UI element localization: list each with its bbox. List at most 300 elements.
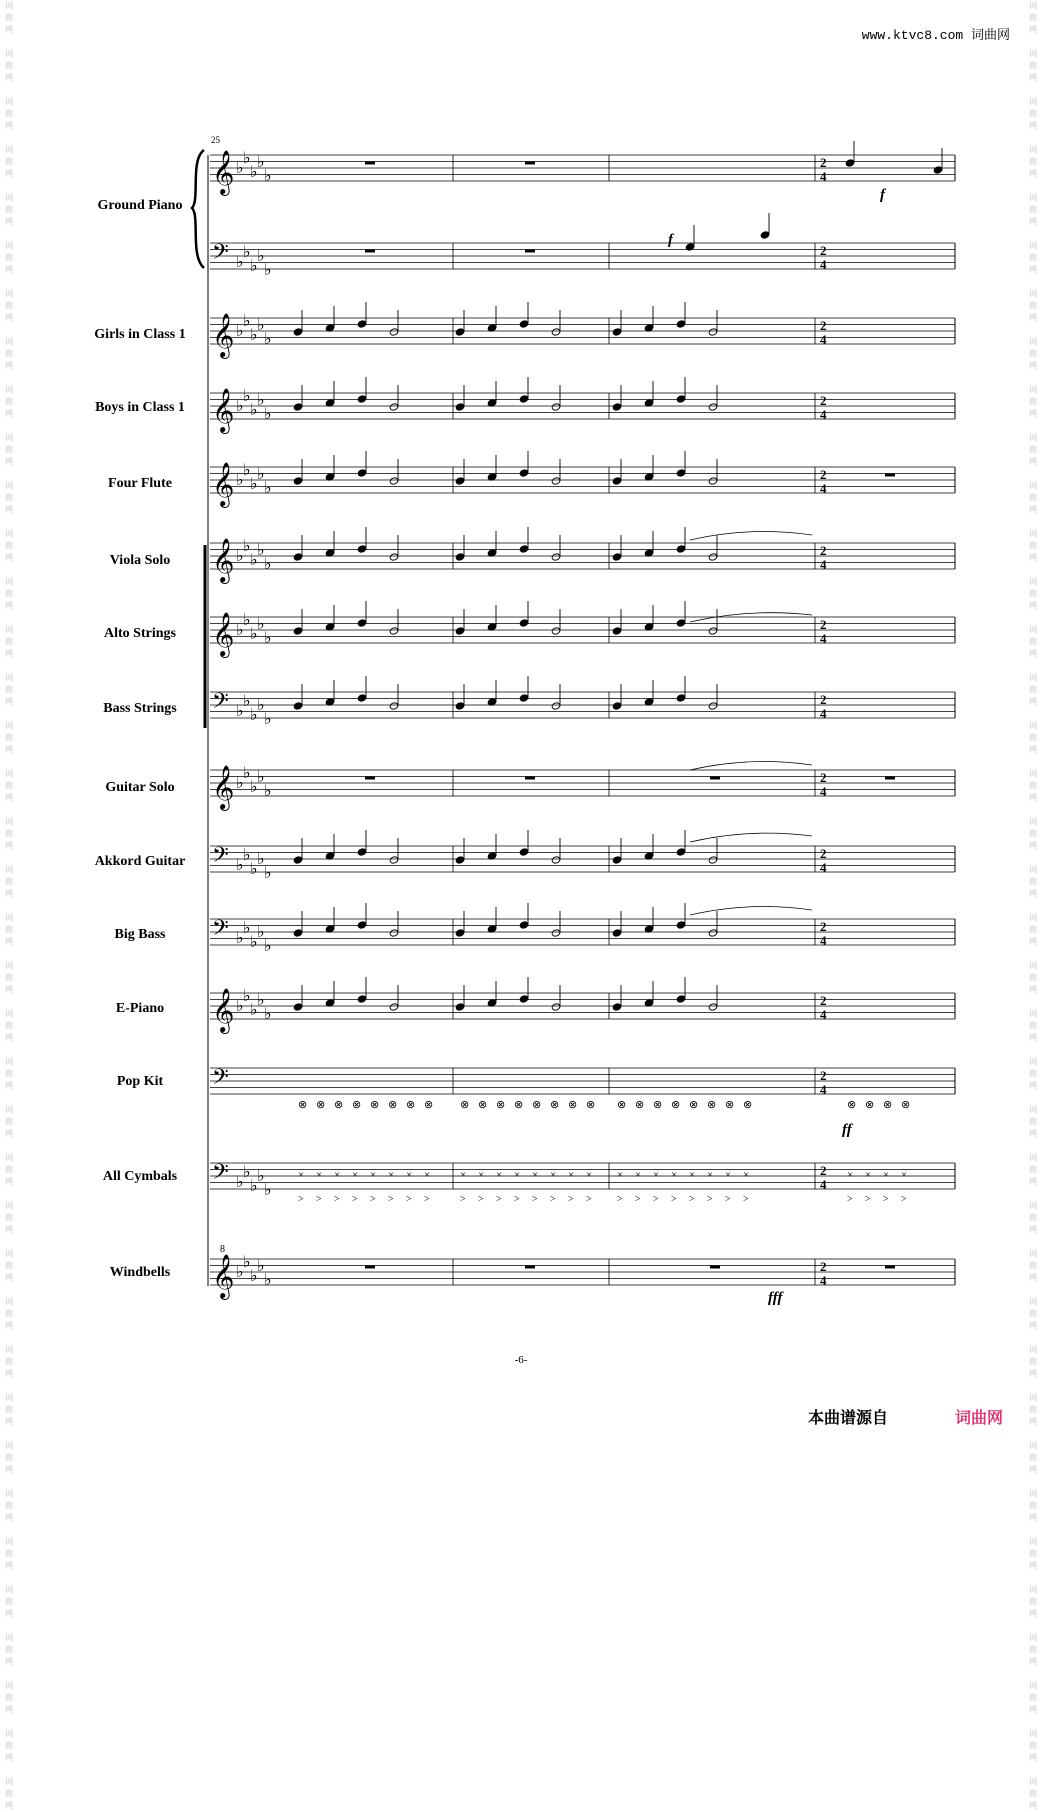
whole-rest (885, 474, 895, 477)
accent-mark: > (671, 1194, 677, 1205)
flat-sign: ♭ (236, 703, 244, 720)
page-number: -6- (514, 1354, 528, 1366)
drum-note: ⊗ (496, 1099, 506, 1111)
flat-sign: ♭ (236, 857, 244, 874)
flat-sign: ♭ (250, 861, 258, 878)
cymbal-note: × (352, 1169, 359, 1181)
time-sig-top: 2 (820, 993, 827, 1008)
note-head (389, 553, 399, 561)
whole-rest (710, 777, 720, 780)
note-head (551, 553, 561, 561)
flat-sign: ♭ (250, 258, 258, 275)
flat-sign: ♭ (236, 548, 244, 565)
flat-sign: ♭ (243, 538, 251, 555)
note-head (676, 545, 686, 553)
note-head (551, 477, 561, 485)
flat-sign: ♭ (264, 630, 272, 647)
accent-mark: > (406, 1194, 412, 1205)
cymbal-note: × (568, 1169, 575, 1181)
dynamic-f: f (668, 232, 673, 248)
accent-mark: > (532, 1194, 538, 1205)
treble-clef: 𝄞 (212, 315, 235, 357)
flat-sign: ♭ (257, 769, 265, 786)
note-head (551, 627, 561, 635)
drum-note: ⊗ (514, 1099, 524, 1111)
note-head (551, 856, 561, 864)
flat-sign: ♭ (250, 552, 258, 569)
treble-clef: 𝄞 (212, 1256, 235, 1298)
note-head (708, 403, 718, 411)
drum-note: ⊗ (370, 1099, 380, 1111)
drum-note: ⊗ (617, 1099, 627, 1111)
flat-sign: ♭ (250, 1002, 258, 1019)
cymbal-note: × (460, 1169, 467, 1181)
treble-clef: 𝄞 (212, 464, 235, 506)
cymbal-note: × (671, 1169, 678, 1181)
time-sig-bottom: 4 (820, 1177, 827, 1192)
time-sig-top: 2 (820, 919, 827, 934)
flat-sign: ♭ (264, 1182, 272, 1199)
accent-mark: > (865, 1194, 871, 1205)
tie (690, 761, 812, 770)
note-head (612, 856, 622, 864)
note-head (357, 619, 367, 627)
flat-sign: ♭ (236, 930, 244, 947)
note-head (293, 328, 303, 336)
flat-sign: ♭ (257, 392, 265, 409)
cymbal-note: × (743, 1169, 750, 1181)
flat-sign: ♭ (250, 779, 258, 796)
cymbal-note: × (298, 1169, 305, 1181)
time-sig-bottom: 4 (820, 860, 827, 875)
note-head (708, 929, 718, 937)
drum-note: ⊗ (352, 1099, 362, 1111)
accent-mark: > (370, 1194, 376, 1205)
flat-sign: ♭ (243, 920, 251, 937)
drum-note: ⊗ (847, 1099, 857, 1111)
time-sig-bottom: 4 (820, 631, 827, 646)
note-head (612, 328, 622, 336)
cymbal-note: × (316, 1169, 323, 1181)
whole-rest (525, 162, 535, 165)
cymbal-note: × (550, 1169, 557, 1181)
left-watermark-strip: 词 曲 网 词 曲 网 词 曲 网 词 曲 网 词 曲 网 词 曲 网 词 曲 网 词 曲 网 词 曲 网 词 曲 网 词 曲 网 词 曲 网 词 曲 网 词 曲 网 词 曲 网 词 曲 网 词 曲 网 词 曲 网 词 曲 网 词 曲 网 词 曲 网 词 曲 网 词 曲 网 词 曲 网 词 曲 网 词 曲 网 词 曲 网 词 曲 网 词 曲 网 词 曲 网 词 曲 网 词 曲 网 词 曲 网 词 曲 网 词 曲 网 词 曲 网 词 曲 网 词 曲 网 (5, 1, 13, 1810)
flat-sign: ♭ (243, 388, 251, 405)
flat-sign: ♭ (264, 480, 272, 497)
cymbal-note: × (901, 1169, 908, 1181)
accent-mark: > (635, 1194, 641, 1205)
whole-rest (365, 162, 375, 165)
cymbal-note: × (424, 1169, 431, 1181)
cymbal-note: × (635, 1169, 642, 1181)
note-head (676, 848, 686, 856)
note-head (293, 553, 303, 561)
accent-mark: > (514, 1194, 520, 1205)
time-sig-bottom: 4 (820, 784, 827, 799)
bass-clef: 𝄢 (212, 1065, 229, 1094)
flat-sign: ♭ (243, 1254, 251, 1271)
note-head (455, 403, 465, 411)
accent-mark: > (496, 1194, 502, 1205)
note-head (455, 477, 465, 485)
flat-sign: ♭ (243, 988, 251, 1005)
time-sig-bottom: 4 (820, 407, 827, 422)
drum-note: ⊗ (743, 1099, 753, 1111)
note-head (389, 328, 399, 336)
instrument-label-girls: Girls in Class 1 (94, 327, 186, 342)
accent-mark: > (568, 1194, 574, 1205)
right-watermark-strip: 词 曲 网 词 曲 网 词 曲 网 词 曲 网 词 曲 网 词 曲 网 词 曲 网 词 曲 网 词 曲 网 词 曲 网 词 曲 网 词 曲 网 词 曲 网 词 曲 网 词 曲 网 词 曲 网 词 曲 网 词 曲 网 词 曲 网 词 曲 网 词 曲 网 词 曲 网 词 曲 网 词 曲 网 词 曲 网 词 曲 网 词 曲 网 词 曲 网 词 曲 网 词 曲 网 词 曲 网 词 曲 网 词 曲 网 词 曲 网 词 曲 网 词 曲 网 词 曲 网 词 曲 网 (1029, 1, 1037, 1810)
note-head (455, 702, 465, 710)
flat-sign: ♭ (264, 262, 272, 279)
flat-sign: ♭ (236, 775, 244, 792)
instrument-label-bass-strings: Bass Strings (103, 701, 177, 716)
note-head (293, 929, 303, 937)
note-head (389, 929, 399, 937)
accent-mark: > (478, 1194, 484, 1205)
time-sig-bottom: 4 (820, 169, 827, 184)
treble-clef: 𝄞 (212, 614, 235, 656)
flat-sign: ♭ (257, 1258, 265, 1275)
note-head (357, 395, 367, 403)
whole-rest (525, 250, 535, 253)
cymbal-note: × (725, 1169, 732, 1181)
note-head (293, 477, 303, 485)
note-head (519, 694, 529, 702)
treble-clef: 𝄞 (212, 990, 235, 1032)
cymbal-note: × (406, 1169, 413, 1181)
bass-clef: 𝄢 (212, 843, 229, 872)
note-head (708, 856, 718, 864)
flat-sign: ♭ (264, 938, 272, 955)
drum-note: ⊗ (316, 1099, 326, 1111)
cymbal-note: × (865, 1169, 872, 1181)
flat-sign: ♭ (236, 998, 244, 1015)
note-head (519, 545, 529, 553)
note-head (676, 395, 686, 403)
treble-clef: 𝄞 (212, 540, 235, 582)
note-head (676, 995, 686, 1003)
instrument-label-akkord-guitar: Akkord Guitar (94, 854, 186, 869)
time-sig-top: 2 (820, 467, 827, 482)
cymbal-note: × (847, 1169, 854, 1181)
note-head (845, 159, 855, 167)
marks-group (220, 141, 943, 1306)
note-head (519, 320, 529, 328)
bass-clef: 𝄢 (212, 1160, 229, 1189)
treble-clef: 𝄞 (212, 390, 235, 432)
tie (690, 531, 812, 540)
cymbal-note: × (617, 1169, 624, 1181)
flat-sign: ♭ (236, 398, 244, 415)
note-head (676, 469, 686, 477)
flat-sign: ♭ (250, 402, 258, 419)
accent-mark: > (725, 1194, 731, 1205)
note-head (293, 1003, 303, 1011)
note-head (933, 166, 943, 174)
note-head (389, 627, 399, 635)
note-head (293, 403, 303, 411)
cymbal-note: × (586, 1169, 593, 1181)
flat-sign: ♭ (250, 164, 258, 181)
whole-rest (710, 1266, 720, 1269)
note-head (455, 1003, 465, 1011)
flat-sign: ♭ (264, 406, 272, 423)
note-head (708, 477, 718, 485)
flat-sign: ♭ (257, 697, 265, 714)
cymbal-note: × (496, 1169, 503, 1181)
tie (690, 906, 812, 915)
flat-sign: ♭ (264, 711, 272, 728)
flat-sign: ♭ (243, 462, 251, 479)
time-sig-top: 2 (820, 155, 827, 170)
note-head (551, 929, 561, 937)
time-sig-top: 2 (820, 617, 827, 632)
note-head (389, 403, 399, 411)
note-head (389, 1003, 399, 1011)
cymbal-note: × (514, 1169, 521, 1181)
accent-mark: > (901, 1194, 907, 1205)
note-head (612, 1003, 622, 1011)
whole-rest (525, 777, 535, 780)
accent-mark: > (334, 1194, 340, 1205)
measure-number: 25 (211, 135, 220, 145)
time-sig-top: 2 (820, 318, 827, 333)
note-head (293, 702, 303, 710)
note-head (519, 469, 529, 477)
flat-sign: ♭ (257, 248, 265, 265)
accent-mark: > (653, 1194, 659, 1205)
flat-sign: ♭ (243, 313, 251, 330)
flat-sign: ♭ (243, 244, 251, 261)
note-head (708, 1003, 718, 1011)
flat-sign: ♭ (250, 934, 258, 951)
accent-mark: > (424, 1194, 430, 1205)
note-head (551, 702, 561, 710)
footer-source-label: 本曲谱源自 (808, 1408, 889, 1427)
accent-mark: > (352, 1194, 358, 1205)
flat-sign: ♭ (236, 160, 244, 177)
flat-sign: ♭ (250, 1178, 258, 1195)
flat-sign: ♭ (250, 626, 258, 643)
drum-note: ⊗ (460, 1099, 470, 1111)
drum-note: ⊗ (406, 1099, 416, 1111)
note-head (551, 328, 561, 336)
note-head (676, 619, 686, 627)
flat-sign: ♭ (236, 622, 244, 639)
drum-note: ⊗ (725, 1099, 735, 1111)
bass-clef: 𝄢 (212, 916, 229, 945)
drum-note: ⊗ (568, 1099, 578, 1111)
note-head (519, 619, 529, 627)
instrument-label-cymbals: All Cymbals (102, 1169, 178, 1184)
tie (690, 833, 812, 842)
accent-mark: > (388, 1194, 394, 1205)
time-sig-bottom: 4 (820, 557, 827, 572)
flat-sign: ♭ (264, 1006, 272, 1023)
flat-sign: ♭ (257, 992, 265, 1009)
flat-sign: ♭ (257, 1168, 265, 1185)
whole-rest (365, 777, 375, 780)
note-head (708, 702, 718, 710)
treble-clef: 𝄞 (212, 152, 235, 194)
dynamic-f: f (880, 187, 885, 203)
note-head (708, 627, 718, 635)
cymbal-note: × (370, 1169, 377, 1181)
time-sig-top: 2 (820, 692, 827, 707)
note-head (612, 929, 622, 937)
flat-sign: ♭ (243, 612, 251, 629)
instrument-label-pop-kit: Pop Kit (116, 1074, 164, 1089)
drum-note: ⊗ (298, 1099, 308, 1111)
flat-sign: ♭ (264, 783, 272, 800)
note-head (389, 702, 399, 710)
note-head (612, 627, 622, 635)
time-sig-top: 2 (820, 770, 827, 785)
instrument-label-viola: Viola Solo (109, 553, 171, 568)
whole-rest (525, 1266, 535, 1269)
flat-sign: ♭ (264, 168, 272, 185)
note-head (357, 995, 367, 1003)
note-head (612, 553, 622, 561)
note-head (612, 477, 622, 485)
note-head (455, 328, 465, 336)
flat-sign: ♭ (257, 542, 265, 559)
drum-note: ⊗ (671, 1099, 681, 1111)
flat-sign: ♭ (236, 323, 244, 340)
cymbal-note: × (689, 1169, 696, 1181)
drum-note: ⊗ (550, 1099, 560, 1111)
note-head (357, 848, 367, 856)
drum-note: ⊗ (707, 1099, 717, 1111)
note-head (519, 395, 529, 403)
note-head (357, 320, 367, 328)
whole-rest (365, 1266, 375, 1269)
note-head (685, 243, 695, 251)
flat-sign: ♭ (243, 847, 251, 864)
flat-sign: ♭ (257, 924, 265, 941)
cymbal-note: × (707, 1169, 714, 1181)
cymbal-note: × (883, 1169, 890, 1181)
time-sig-bottom: 4 (820, 257, 827, 272)
flat-sign: ♭ (264, 1272, 272, 1289)
drum-note: ⊗ (865, 1099, 875, 1111)
flat-sign: ♭ (257, 154, 265, 171)
piano-brace (192, 150, 204, 268)
instrument-label-e-piano: E-Piano (115, 1001, 165, 1016)
flat-sign: ♭ (250, 476, 258, 493)
note-head (551, 1003, 561, 1011)
note-head (519, 995, 529, 1003)
footer-brand-link[interactable]: 词曲网 (955, 1408, 1004, 1427)
accent-mark: > (617, 1194, 623, 1205)
note-head (455, 553, 465, 561)
drum-note: ⊗ (424, 1099, 434, 1111)
cymbal-note: × (653, 1169, 660, 1181)
time-sig-top: 2 (820, 1163, 827, 1178)
dynamic-ff: ff (842, 1122, 852, 1138)
drum-note: ⊗ (334, 1099, 344, 1111)
note-head (293, 856, 303, 864)
note-head (357, 694, 367, 702)
drum-note: ⊗ (388, 1099, 398, 1111)
drum-note: ⊗ (883, 1099, 893, 1111)
accent-mark: > (743, 1194, 749, 1205)
flat-sign: ♭ (264, 865, 272, 882)
note-head (357, 545, 367, 553)
flat-sign: ♭ (243, 150, 251, 167)
whole-rest (885, 777, 895, 780)
bass-clef: 𝄢 (212, 240, 229, 269)
time-sig-bottom: 4 (820, 933, 827, 948)
flat-sign: ♭ (257, 317, 265, 334)
drum-note: ⊗ (901, 1099, 911, 1111)
flat-sign: ♭ (236, 472, 244, 489)
cymbal-note: × (478, 1169, 485, 1181)
flat-sign: ♭ (250, 707, 258, 724)
time-sig-bottom: 4 (820, 1007, 827, 1022)
flat-sign: ♭ (236, 254, 244, 271)
note-head (389, 856, 399, 864)
flat-sign: ♭ (236, 1174, 244, 1191)
note-head (455, 627, 465, 635)
cymbal-note: × (334, 1169, 341, 1181)
whole-rest (365, 250, 375, 253)
time-sig-bottom: 4 (820, 1273, 827, 1288)
note-head (551, 403, 561, 411)
instrument-label-boys: Boys in Class 1 (95, 400, 185, 415)
instrument-label-ground-piano: Ground Piano (97, 198, 183, 213)
drum-note: ⊗ (653, 1099, 663, 1111)
accent-mark: > (847, 1194, 853, 1205)
note-head (455, 856, 465, 864)
drum-note: ⊗ (478, 1099, 488, 1111)
flat-sign: ♭ (243, 1164, 251, 1181)
note-head (708, 553, 718, 561)
flat-sign: ♭ (243, 693, 251, 710)
ottava-mark: 8 (220, 1244, 225, 1255)
flat-sign: ♭ (236, 1264, 244, 1281)
time-sig-top: 2 (820, 393, 827, 408)
time-sig-top: 2 (820, 1259, 827, 1274)
flat-sign: ♭ (264, 331, 272, 348)
flat-sign: ♭ (257, 616, 265, 633)
flat-sign: ♭ (250, 327, 258, 344)
dynamic-fff: fff (768, 1290, 783, 1306)
time-sig-bottom: 4 (820, 1082, 827, 1097)
time-sig-top: 2 (820, 846, 827, 861)
cymbal-note: × (532, 1169, 539, 1181)
note-head (293, 627, 303, 635)
time-sig-top: 2 (820, 543, 827, 558)
cymbal-note: × (388, 1169, 395, 1181)
accent-mark: > (298, 1194, 304, 1205)
accent-mark: > (883, 1194, 889, 1205)
time-sig-bottom: 4 (820, 332, 827, 347)
note-head (455, 929, 465, 937)
note-head (708, 328, 718, 336)
site-header: www.ktvc8.com 词曲网 (861, 28, 1010, 43)
instrument-label-guitar-solo: Guitar Solo (105, 780, 175, 795)
time-sig-top: 2 (820, 1068, 827, 1083)
accent-mark: > (316, 1194, 322, 1205)
flat-sign: ♭ (257, 466, 265, 483)
instrument-label-windbells: Windbells (109, 1265, 171, 1280)
accent-mark: > (707, 1194, 713, 1205)
drum-note: ⊗ (689, 1099, 699, 1111)
note-head (676, 921, 686, 929)
accent-mark: > (586, 1194, 592, 1205)
